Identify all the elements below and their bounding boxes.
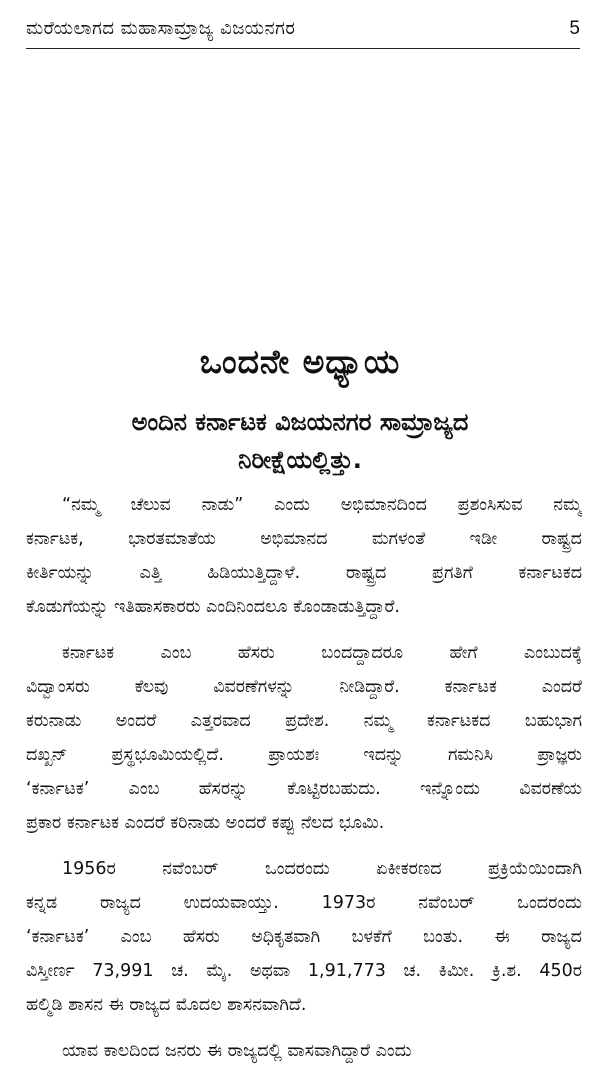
text-line: “ನಮ್ಮ ಚೆಲುವ ನಾಡು” ಎಂದು ಅಭಿಮಾನದಿಂದ ಪ್ರಶಂಸಿಸುವ ನಮ್ಮ: [62, 495, 582, 515]
text-line: ಕರ್ನಾಟಕ, ಭಾರತಮಾತೆಯ ಅಭಿಮಾನದ ಮಗಳಂತೆ ಇಡೀ ರಾಷ್ಟ್ರದ: [26, 529, 582, 549]
paragraph-3: [26, 852, 582, 1022]
paragraph-1: [26, 488, 582, 624]
running-header: [26, 12, 580, 49]
chapter-subtitle-line-2: ನಿರೀಕ್ಷೆಯಲ್ಲಿತ್ತು.: [238, 446, 362, 474]
text-line: ವಿದ್ವಾಂಸರು ಕೆಲವು ವಿವರಣೆಗಳನ್ನು ನೀಡಿದ್ದಾರೆ. ಕರ್ನಾಟಕ ಎಂದರೆ: [26, 677, 582, 697]
paragraph-4: [26, 1034, 582, 1068]
text-line: 1956ರ ನವೆಂಬರ್ ಒಂದರಂದು ಏಕೀಕರಣದ ಪ್ರಕ್ರಿಯೆಯಿಂದಾಗಿ: [62, 859, 582, 879]
text-line: ಪ್ರಕಾರ ಕರ್ನಾಟಕ ಎಂದರೆ ಕರಿನಾಡು ಅಂದರೆ ಕಪ್ಪು ನೆಲದ ಭೂಮಿ.: [26, 813, 385, 833]
chapter-title: ಒಂದನೇ ಅಧ್ಯಾಯ: [199, 342, 401, 381]
text-line: ಕೊಡುಗೆಯನ್ನು ಇತಿಹಾಸಕಾರರು ಎಂದಿನಿಂದಲೂ ಕೊಂಡಾಡುತ್ತಿದ್ದಾರೆ.: [26, 597, 400, 617]
chapter-subtitle-line-1: ಅಂದಿನ ಕರ್ನಾಟಕ ವಿಜಯನಗರ ಸಾಮ್ರಾಜ್ಯದ: [131, 408, 469, 436]
text-line: ಕರ್ನಾಟಕ ಎಂಬ ಹೆಸರು ಬಂದದ್ದಾದರೂ ಹೇಗೆ ಎಂಬುದಕ್ಕೆ: [62, 643, 582, 663]
text-line: ಕರುನಾಡು ಅಂದರೆ ಎತ್ತರವಾದ ಪ್ರದೇಶ. ನಮ್ಮ ಕರ್ನಾಟಕದ ಬಹುಭಾಗ: [26, 711, 582, 731]
text-line: ಕೀರ್ತಿಯನ್ನು ಎತ್ತಿ ಹಿಡಿಯುತ್ತಿದ್ದಾಳೆ. ರಾಷ್ಟ್ರದ ಪ್ರಗತಿಗೆ ಕರ್ನಾಟಕದ: [26, 563, 582, 583]
paragraph-2: [26, 636, 582, 840]
body-text: [26, 488, 582, 1080]
running-title: ಮರೆಯಲಾಗದ ಮಹಾಸಾಮ್ರಾಜ್ಯ ವಿಜಯನಗರ: [26, 18, 296, 39]
text-line: ‘ಕರ್ನಾಟಕ’ ಎಂಬ ಹೆಸರನ್ನು ಕೊಟ್ಟಿರಬಹುದು. ಇನ್ನೊಂದು ವಿವರಣೆಯ: [26, 779, 582, 799]
text-line: ಯಾವ ಕಾಲದಿಂದ ಜನರು ಈ ರಾಜ್ಯದಲ್ಲಿ ವಾಸವಾಗಿದ್ದಾರೆ ಎಂದು: [62, 1041, 412, 1061]
text-line: ಕನ್ನಡ ರಾಜ್ಯದ ಉದಯವಾಯ್ತು. 1973ರ ನವೆಂಬರ್ ಒಂದರಂದು: [26, 893, 582, 913]
text-line: ವಿಸ್ತೀರ್ಣ 73,991 ಚ. ಮೈ. ಅಥವಾ 1,91,773 ಚ. ಕಿಮೀ. ಕ್ರಿ.ಶ. 450ರ: [26, 961, 582, 981]
text-line: ದಖ್ಖನ್ ಪ್ರಸ್ಥಭೂಮಿಯಲ್ಲಿದೆ. ಪ್ರಾಯಶಃ ಇದನ್ನು ಗಮನಿಸಿ ಪ್ರಾಜ್ಞರು: [26, 745, 582, 765]
text-line: ‘ಕರ್ನಾಟಕ’ ಎಂಬ ಹೆಸರು ಅಧಿಕೃತವಾಗಿ ಬಳಕೆಗೆ ಬಂತು. ಈ ರಾಜ್ಯದ: [26, 927, 582, 947]
text-line: ಹಲ್ಮಿಡಿ ಶಾಸನ ಈ ರಾಜ್ಯದ ಮೊದಲ ಶಾಸನವಾಗಿದೆ.: [26, 995, 307, 1015]
page-number: 5: [569, 18, 580, 39]
